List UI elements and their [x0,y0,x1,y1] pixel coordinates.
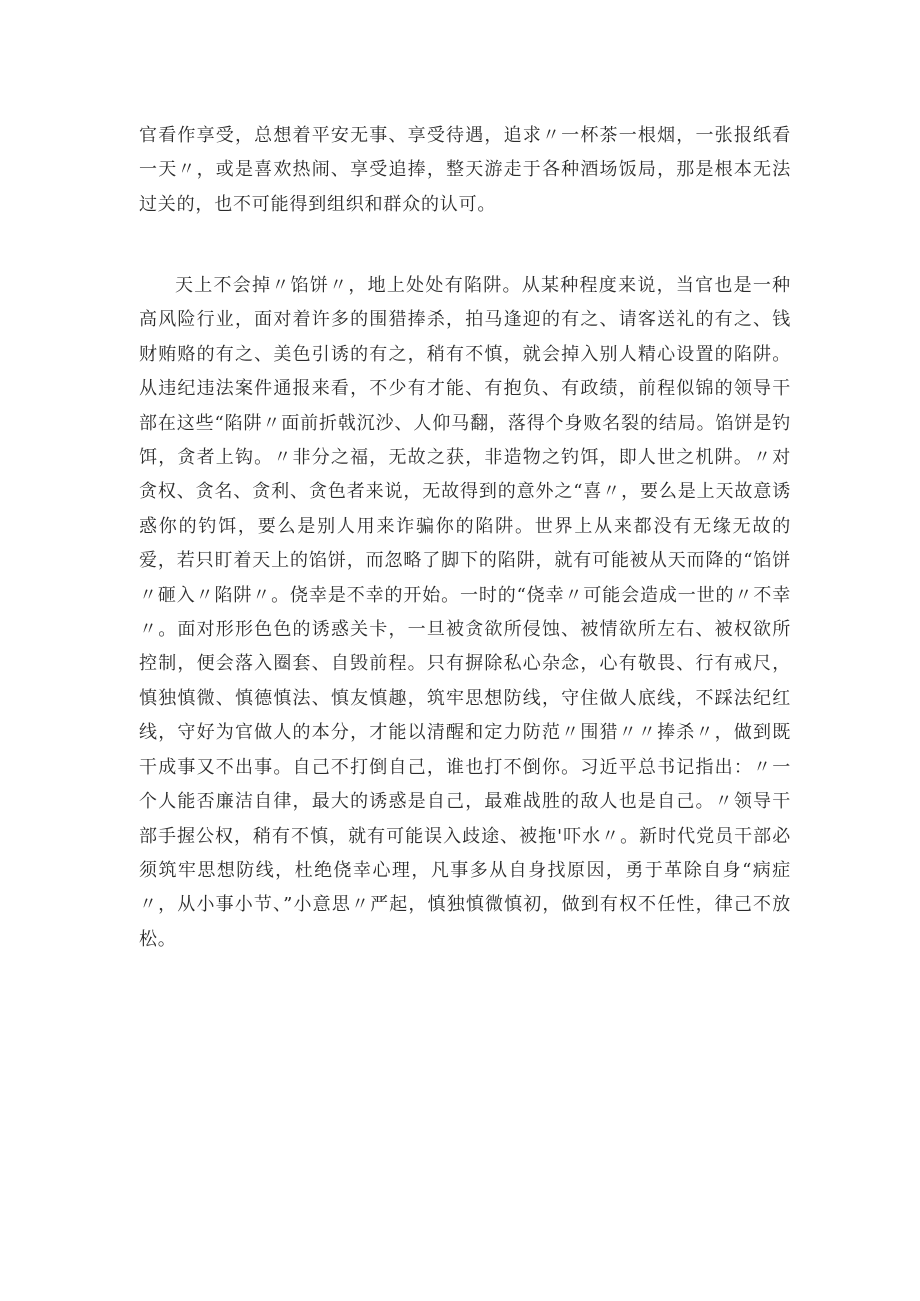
paragraph-2 [139,269,791,957]
paragraph-1 [139,119,791,222]
paragraph-2-text: 天上不会掉〃馅饼〃，地上处处有陷阱。从某种程度来说，当官也是一种高风险行业，面对着许多的围猎捧杀，拍马逢迎的有之、请客送礼的有之、钱财贿赂的有之、美色引诱的有之，稍有不慎，就会掉入别人精心设置的陷阱。从违纪违法案件通报来看，不少有才能、有抱负、有政绩，前程似锦的领导干部在这些“陷阱〃面前折戟沉沙、人仰马翻，落得个身败名裂的结局。馅饼是钓饵，贪者上钩。〃非分之福，无故之获，非造物之钓饵，即人世之机阱。〃对贪权、贪名、贪利、贪色者来说，无故得到的意外之“喜〃，要么是上天故意诱惑你的钓饵，要么是别人用来诈骗你的陷阱。世界上从来都没有无缘无故的爱，若只盯着天上的馅饼，而忽略了脚下的陷阱，就有可能被从天而降的“馅饼〃砸入〃陷阱〃。侥幸是不幸的开始。一时的“侥幸〃可能会造成一世的〃不幸〃。面对形形色色的诱惑关卡，一旦被贪欲所侵蚀、被情欲所左右、被权欲所控制，便会落入圈套、自毁前程。只有摒除私心杂念，心有敬畏、行有戒尺，慎独慎微、慎德慎法、慎友慎趣，筑牢思想防线，守住做人底线，不踩法纪红线，守好为官做人的本分，才能以清醒和定力防范〃围猎〃〃捧杀〃，做到既干成事又不出事。自己不打倒自己，谁也打不倒你。习近平总书记指出：〃一个人能否廉洁自律，最大的诱惑是自己，最难战胜的敌人也是自己。〃领导干部手握公权，稍有不慎，就有可能误入歧途、被拖'吓水〃。新时代党员干部必须筑牢思想防线，杜绝侥幸心理，凡事多从自身找原因，勇于革除自身“病症〃，从小事小节、”小意思〃严起，慎独慎微慎初，做到有权不任性，律己不放松。 [139,275,791,950]
paragraph-1-text: 官看作享受，总想着平安无事、享受待遇，追求〃一杯茶一根烟，一张报纸看一天〃，或是喜欢热闹、享受追捧，整天游走于各种酒场饭局，那是根本无法过关的，也不可能得到组织和群众的认可。 [139,125,791,215]
